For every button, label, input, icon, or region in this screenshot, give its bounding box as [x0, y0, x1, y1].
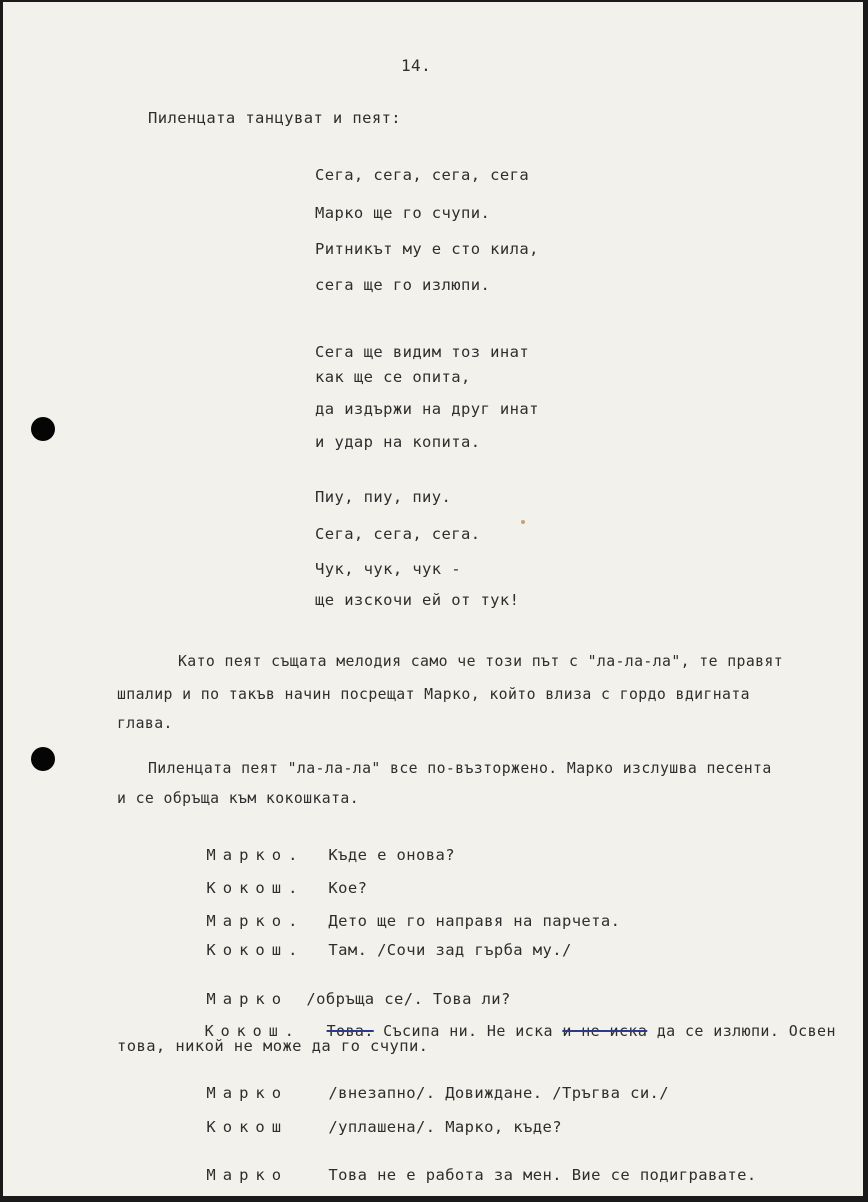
dialogue-line: [148, 1100, 562, 1154]
ink-speck: [521, 520, 525, 524]
speech-text: Къде е онова?: [328, 846, 455, 864]
speech-text: /внезапно/. Довиждане. /Тръгва си./: [328, 1084, 670, 1102]
song-line: ще изскочи ей от тук!: [315, 591, 520, 609]
speech-text: Там. /Сочи зад гърба му./: [328, 941, 572, 959]
paragraph-line: Пиленцата пеят "ла-ла-ла" все по-възторжено. Марко изслушва песента: [148, 760, 772, 777]
speech-text: /уплашена/. Марко, къде?: [328, 1118, 562, 1136]
song-line: как ще се опита,: [315, 368, 471, 386]
speaker-name: Марко.: [206, 846, 305, 864]
dialogue-line: [148, 1148, 757, 1202]
paragraph-line: и се обръща към кокошката.: [117, 790, 360, 807]
song-line: да издържи на друг инат: [315, 400, 539, 418]
paragraph-line: глава.: [117, 715, 173, 732]
paragraph-line: шпалир и по такъв начин посрещат Марко, който влиза с гордо вдигната: [117, 686, 750, 703]
paragraph-line: Като пеят същата мелодия само че този път с "ла-ла-ла", те правят: [178, 653, 784, 670]
speaker-name: Марко.: [206, 912, 305, 930]
speaker-name: Кокош.: [206, 941, 305, 959]
song-line: Сега, сега, сега.: [315, 525, 481, 543]
speech-text: Това не е работа за мен. Вие се подигравате.: [328, 1166, 757, 1184]
song-line: Чук, чук, чук -: [315, 560, 461, 578]
song-line: и удар на копита.: [315, 433, 481, 451]
struck-out-text: и не иска: [562, 1022, 648, 1040]
typewritten-page: [3, 2, 863, 1196]
dialogue-continuation: това, никой не може да го счупи.: [117, 1037, 429, 1055]
speaker-name: Кокош.: [206, 879, 305, 897]
song-line: Сега, сега, сега, сега: [315, 166, 530, 184]
speaker-name: Марко: [206, 1166, 289, 1184]
song-line: Марко ще го счупи.: [315, 204, 491, 222]
dialogue-line: [148, 923, 572, 977]
speaker-name: Марко: [206, 1084, 289, 1102]
speaker-name: Марко: [206, 990, 289, 1008]
song-line: Сега ще видим тоз инат: [315, 343, 530, 361]
song-line: сега ще го излюпи.: [315, 276, 491, 294]
speech-text: да се излюпи. Освен: [647, 1022, 836, 1040]
speaker-name: Кокош: [206, 1118, 289, 1136]
page-number: 14.: [401, 56, 432, 75]
speech-text: Кое?: [328, 879, 368, 897]
speech-text: /обръща се/. Това ли?: [306, 990, 511, 1008]
punch-hole: [31, 747, 55, 771]
song-line: Пиу, пиу, пиу.: [315, 488, 452, 506]
speech-text: Дето ще го направя на парчета.: [328, 912, 621, 930]
stage-direction: Пиленцата танцуват и пеят:: [148, 109, 402, 127]
struck-out-text: Това.: [326, 1022, 374, 1040]
speaker-name: Кокош.: [204, 1022, 301, 1040]
punch-hole: [31, 417, 55, 441]
song-line: Ритникът му е сто кила,: [315, 240, 539, 258]
speech-text: Съсипа ни. Не иска: [373, 1022, 563, 1040]
